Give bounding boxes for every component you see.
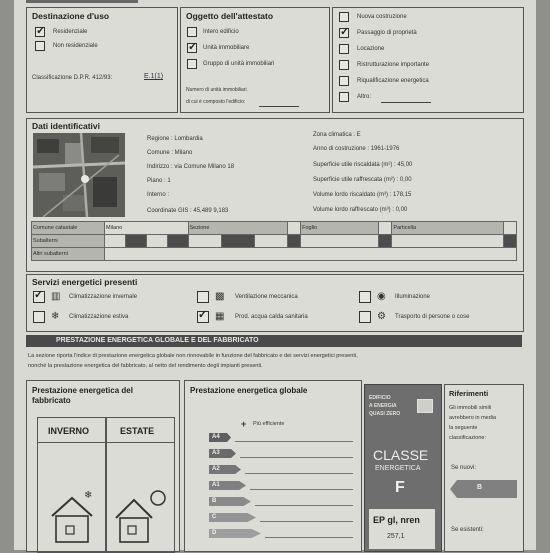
sezione-value: [288, 222, 301, 235]
sub-cell: [105, 235, 126, 248]
altro-checkbox[interactable]: [339, 92, 349, 102]
plus-icon: +: [241, 419, 247, 429]
globale-title: Prestazione energetica globale: [190, 386, 308, 395]
ventilazione-label: Ventilazione meccanica: [235, 294, 298, 300]
coordinate-field: Coordinate GIS : 45,489 9,183: [147, 208, 229, 214]
motivazioni-section: [332, 7, 524, 113]
gruppo-unita-label: Gruppo di unità immobiliari: [203, 61, 275, 67]
energy-class-label-a2: A2: [212, 466, 220, 472]
dati-section: [26, 118, 524, 272]
unita-count-line: [259, 106, 299, 107]
oggetto-title: Oggetto dell'attestato: [186, 11, 274, 21]
elevator-icon: ⚙: [377, 311, 386, 322]
zona-climatica-field: Zona climatica : E: [313, 132, 361, 138]
riferimenti-text-1: Gli immobili simili: [449, 405, 492, 411]
classe-value: F: [395, 479, 405, 496]
foglio-label: Foglio: [301, 222, 379, 235]
superficie-riscaldata-field: Superficie utile riscaldata (m²) : 45,00: [313, 162, 413, 168]
cadastral-grid: [31, 221, 517, 261]
se-nuovi-value: B: [477, 484, 483, 491]
ristrutturazione-checkbox[interactable]: [339, 60, 349, 70]
riferimenti-text-4: classificazione:: [449, 435, 486, 441]
nzeb-checkbox[interactable]: [417, 399, 433, 413]
aerial-map-image: [33, 133, 125, 217]
sub-cell: [379, 235, 392, 248]
svg-text:❄: ❄: [84, 490, 93, 501]
fabbricato-title-1: Prestazione energetica del: [32, 386, 133, 395]
numero-unita-note: Numero di unità immobiliari: [186, 87, 247, 93]
estate-divider: [106, 442, 174, 443]
climatizzazione-estiva-checkbox[interactable]: [33, 311, 45, 323]
passaggio-proprieta-checkbox[interactable]: [339, 28, 349, 38]
altri-subalterni-label: Altri subalterni: [32, 248, 105, 261]
fabbricato-title-2: fabbricato: [32, 396, 71, 405]
climatizzazione-invernale-label: Climatizzazione invernale: [69, 294, 138, 300]
particella-label: Particella: [392, 222, 503, 235]
sub-cell: [146, 235, 167, 248]
classificazione-value: E.1(1): [144, 73, 164, 80]
altro-label: Altro:: [357, 94, 372, 100]
residenziale-checkbox[interactable]: [35, 27, 45, 37]
intero-edificio-label: Intero edificio: [203, 29, 239, 35]
locazione-label: Locazione: [357, 46, 385, 52]
ventilazione-checkbox[interactable]: [197, 291, 209, 303]
servizi-title: Servizi energetici presenti: [32, 277, 138, 287]
energy-class-line: [245, 473, 353, 474]
illuminazione-checkbox[interactable]: [359, 291, 371, 303]
nuova-costruzione-label: Nuova costruzione: [357, 14, 407, 20]
energy-class-label-d: D: [212, 530, 217, 536]
sub-cell: [301, 235, 379, 248]
bulb-icon: ◉: [377, 291, 386, 302]
inverno-label: INVERNO: [48, 426, 90, 436]
prestazione-banner-text: PRESTAZIONE ENERGETICA GLOBALE E DEL FABBRICATO: [56, 337, 259, 344]
particella-value: [503, 222, 516, 235]
summer-house-icon: [112, 484, 170, 546]
header-strip: [26, 0, 138, 3]
edificio-label-3: QUASI ZERO: [369, 411, 401, 417]
prestazione-banner: [26, 335, 522, 347]
prestazione-text-1: La sezione riporta l'indice di prestazione energetica globale non rinnovabile in funzione del fabbricato e dei servizi energetici presenti,: [28, 353, 358, 359]
volume-raffrescato-field: Volume lordo raffrescato (m³) : 0,00: [313, 207, 408, 213]
comune-catastale-label: Comune catastale: [32, 222, 105, 235]
sub-cell: [288, 235, 301, 248]
residenziale-label: Residenziale: [53, 29, 88, 35]
fabbricato-section: [26, 380, 180, 552]
prestazione-text-2: nonché la prestazione energetica del fabbricato, al netto del rendimento degli impianti presenti.: [28, 363, 263, 369]
energy-class-line: [240, 457, 353, 458]
interno-field: Interno :: [147, 192, 170, 198]
sub-cell: [503, 235, 516, 248]
ep-value: 257,1: [387, 533, 405, 540]
sub-cell: [125, 235, 146, 248]
energy-class-line: [255, 505, 353, 506]
sub-cell: [221, 235, 254, 248]
climatizzazione-invernale-checkbox[interactable]: [33, 291, 45, 303]
certificate-page: [14, 0, 536, 550]
riqualificazione-label: Riqualificazione energetica: [357, 78, 429, 84]
comune-catastale-value: Milano: [105, 222, 189, 235]
subalterni-label: Subalterni: [32, 235, 105, 248]
riferimenti-section: [444, 384, 524, 552]
acqua-calda-label: Prod. acqua calda sanitaria: [235, 314, 308, 320]
comune-field: Comune : Milano: [147, 150, 193, 156]
ep-label: EP gl, nren: [373, 515, 420, 525]
edificio-label-1: EDIFICIO: [369, 395, 391, 401]
intero-edificio-checkbox[interactable]: [187, 27, 197, 37]
trasporto-checkbox[interactable]: [359, 311, 371, 323]
riferimenti-text-3: la seguente: [449, 425, 478, 431]
classe-panel: [364, 384, 442, 552]
riferimenti-title: Riferimenti: [449, 389, 489, 398]
se-esistenti-label: Se esistenti:: [451, 527, 484, 533]
ristrutturazione-label: Ristrutturazione importante: [357, 62, 430, 68]
estate-label: ESTATE: [120, 426, 155, 436]
estate-panel: [105, 417, 175, 553]
composto-note: di cui è composto l'edificio:: [186, 99, 246, 105]
se-nuovi-arrow: [449, 479, 519, 499]
globale-section: [184, 380, 362, 552]
locazione-checkbox[interactable]: [339, 44, 349, 54]
dati-title: Dati identificativi: [32, 121, 101, 131]
regione-field: Regione : Lombardia: [147, 136, 203, 142]
piu-efficiente-label: Più efficiente: [253, 421, 285, 427]
foglio-value: [379, 222, 392, 235]
sub-cell: [167, 235, 188, 248]
acqua-calda-checkbox[interactable]: [197, 311, 209, 323]
energy-class-label-c: C: [212, 514, 217, 520]
energy-class-line: [235, 441, 353, 442]
climatizzazione-estiva-label: Climatizzazione estiva: [69, 314, 129, 320]
tap-icon: ▦: [215, 311, 225, 322]
anno-costruzione-field: Anno di costruzione : 1961-1976: [313, 146, 400, 152]
non-residenziale-label: Non residenziale: [53, 43, 98, 49]
unita-immobiliare-checkbox[interactable]: [187, 43, 197, 53]
destinazione-title: Destinazione d'uso: [32, 11, 110, 21]
se-nuovi-label: Se nuovi:: [451, 465, 477, 471]
inverno-panel: [37, 417, 107, 553]
riferimenti-text-2: avrebbero in media: [449, 415, 497, 421]
energy-class-line: [250, 489, 353, 490]
volume-riscaldato-field: Volume lordo riscaldato (m³) : 178,15: [313, 192, 412, 198]
destinazione-section: [26, 7, 178, 113]
altro-line: [381, 102, 431, 103]
classificazione-label: Classificazione D.P.R. 412/93:: [32, 75, 113, 81]
servizi-section: [26, 274, 524, 332]
sub-cell: [254, 235, 287, 248]
classe-label-2: ENERGETICA: [375, 465, 421, 472]
edificio-label-2: A ENERGIA: [369, 403, 397, 409]
altri-subalterni-value: [105, 248, 517, 261]
piano-field: Piano : 1: [147, 178, 171, 184]
sub-cell: [392, 235, 503, 248]
illuminazione-label: Illuminazione: [395, 294, 431, 300]
energy-class-label-a3: A3: [212, 450, 220, 456]
unita-immobiliare-label: Unità immobiliare: [203, 45, 250, 51]
inverno-divider: [38, 442, 106, 443]
radiator-icon: ▥: [51, 291, 61, 302]
superficie-raffrescata-field: Superficie utile raffrescata (m²) : 0,00: [313, 177, 412, 183]
non-residenziale-checkbox[interactable]: [35, 41, 45, 51]
oggetto-section: [180, 7, 330, 113]
nuova-costruzione-checkbox[interactable]: [339, 12, 349, 22]
sub-cell: [188, 235, 221, 248]
passaggio-proprieta-label: Passaggio di proprietà: [357, 30, 417, 36]
winter-house-icon: [46, 488, 102, 546]
energy-class-line: [260, 521, 353, 522]
trasporto-label: Trasporto di persone o cose: [395, 314, 470, 320]
indirizzo-field: Indirizzo : via Comune Milano 18: [147, 164, 235, 170]
gruppo-unita-checkbox[interactable]: [187, 59, 197, 69]
energy-class-label-a4: A4: [212, 434, 220, 440]
ep-box: [369, 509, 435, 549]
energy-class-label-b: B: [212, 498, 217, 504]
fan-icon: ▩: [215, 291, 225, 302]
snowflake-icon: ❄: [51, 311, 60, 322]
classe-label-1: CLASSE: [373, 447, 429, 463]
energy-class-line: [265, 537, 353, 538]
sezione-label: Sezione: [188, 222, 288, 235]
riqualificazione-checkbox[interactable]: [339, 76, 349, 86]
energy-class-bar-d: [209, 529, 261, 538]
energy-class-label-a1: A1: [212, 482, 220, 488]
